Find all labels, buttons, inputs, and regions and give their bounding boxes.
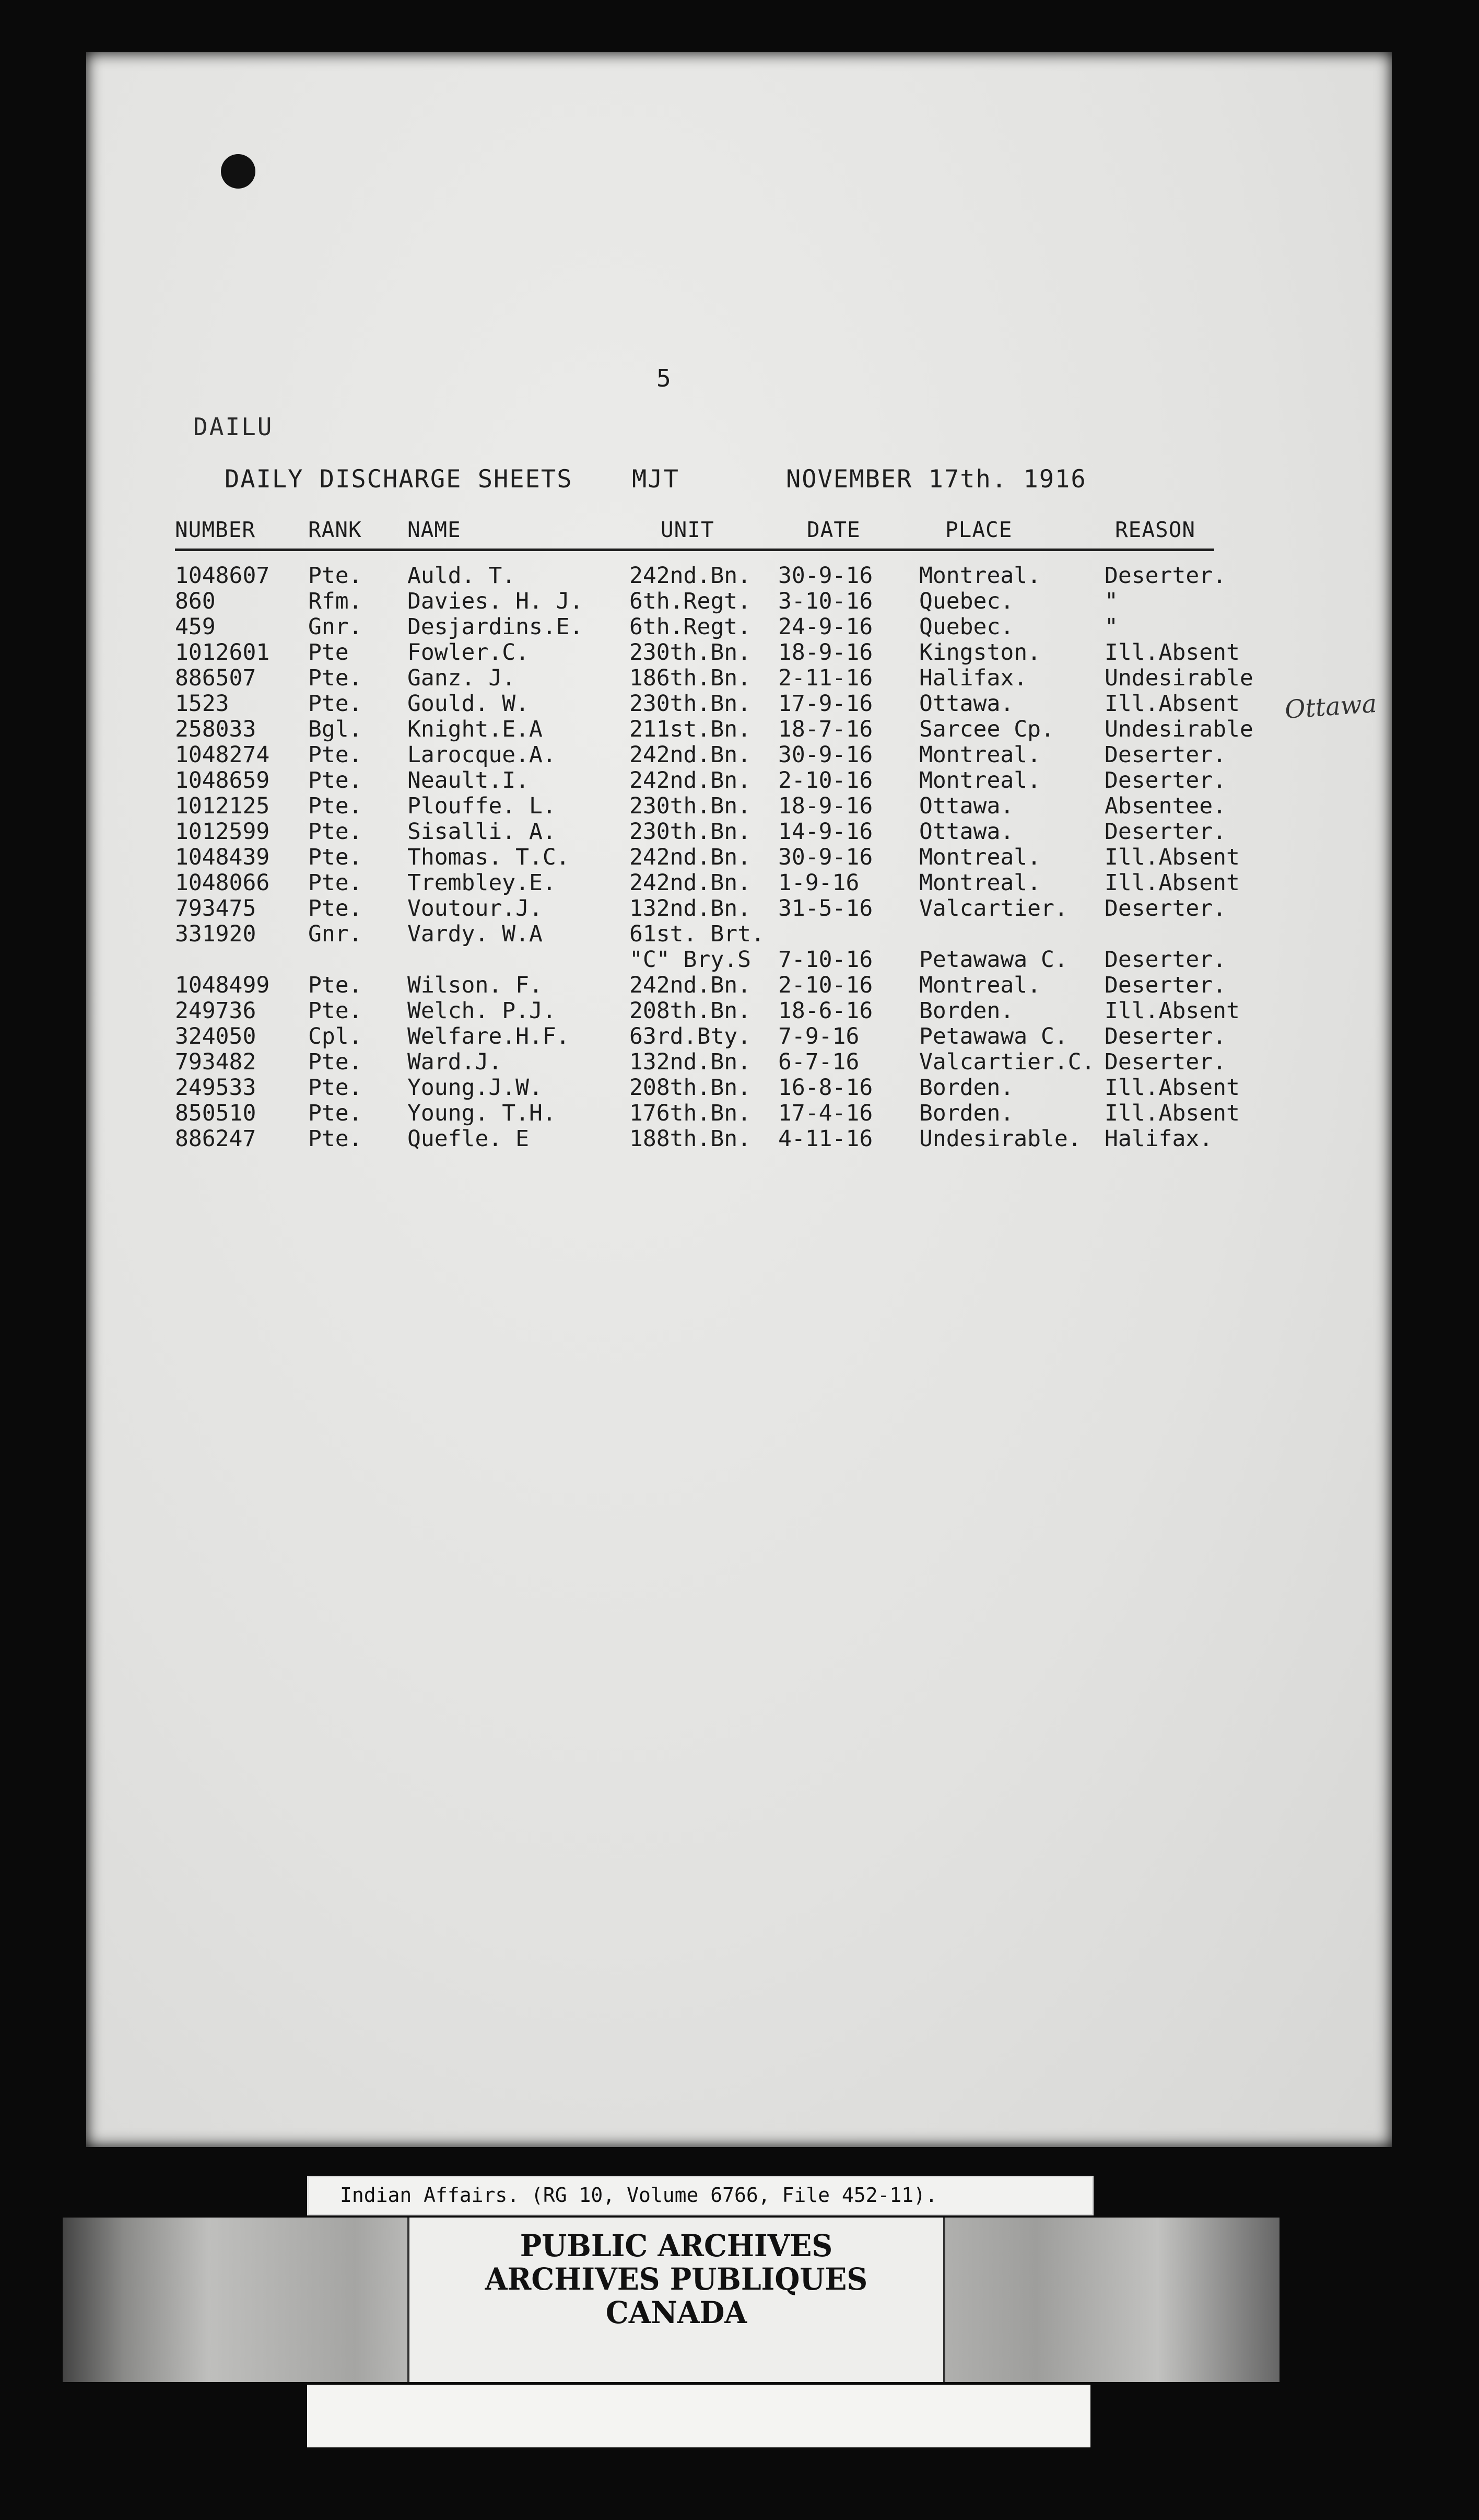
heading-initials: MJT xyxy=(632,465,679,494)
column-header-unit: UNIT xyxy=(661,517,714,542)
cell-place: Sarcee Cp. xyxy=(919,716,1054,742)
cell-date: 30-9-16 xyxy=(778,844,873,870)
cell-date: 18-7-16 xyxy=(778,716,873,742)
cell-unit: 208th.Bn. xyxy=(629,1075,751,1101)
cell-place: Valcartier.C. xyxy=(919,1049,1095,1075)
cell-rank: Pte. xyxy=(308,1126,362,1152)
cell-date: 18-6-16 xyxy=(778,998,873,1024)
cell-name: Thomas. T.C. xyxy=(407,844,570,870)
table-row xyxy=(175,1100,1240,1126)
column-header-date: DATE xyxy=(807,517,861,542)
table-row xyxy=(175,767,1226,794)
cell-place: Montreal. xyxy=(919,844,1041,870)
cell-place: Undesirable. xyxy=(919,1126,1082,1152)
table-row xyxy=(175,691,1240,717)
cell-reason: Ill.Absent xyxy=(1105,870,1240,896)
cell-unit: 6th.Regt. xyxy=(629,614,751,640)
heading-title: DAILY DISCHARGE SHEETS xyxy=(225,465,573,494)
cell-date: 30-9-16 xyxy=(778,742,873,768)
cell-name: Young.J.W. xyxy=(407,1075,543,1101)
cell-reason: Deserter. xyxy=(1105,767,1226,794)
cell-unit: 61st. Brt. xyxy=(629,921,765,947)
cell-rank: Pte. xyxy=(308,691,362,717)
table-row xyxy=(175,665,1253,691)
stamp-line-2: ARCHIVES PUBLIQUES xyxy=(485,2261,868,2297)
table-row xyxy=(175,563,1226,589)
table-row xyxy=(175,742,1226,768)
cell-date: 30-9-16 xyxy=(778,563,873,589)
table-row xyxy=(175,588,1219,614)
cell-date: 24-9-16 xyxy=(778,614,873,640)
cell-name: Plouffe. L. xyxy=(407,793,556,819)
cell-place: Halifax. xyxy=(919,665,1028,691)
cell-rank: Pte. xyxy=(308,1075,362,1101)
cell-name: Sisalli. A. xyxy=(407,819,556,845)
table-row xyxy=(175,998,1240,1024)
cell-place: Borden. xyxy=(919,1075,1014,1101)
cell-unit: 230th.Bn. xyxy=(629,819,751,845)
cell-rank: Pte. xyxy=(308,767,362,794)
cell-place: Montreal. xyxy=(919,767,1041,794)
cell-rank: Pte. xyxy=(308,870,362,896)
cell-reason: Deserter. xyxy=(1105,742,1226,768)
cell-place: Petawawa C. xyxy=(919,1023,1068,1049)
cell-name: Welfare.H.F. xyxy=(407,1023,570,1049)
cell-place: Borden. xyxy=(919,998,1014,1024)
cell-date: 14-9-16 xyxy=(778,819,873,845)
table-row xyxy=(175,614,1219,639)
cell-reason: Ill.Absent xyxy=(1105,1075,1240,1101)
discharge-table xyxy=(175,517,1253,1152)
table-row xyxy=(175,972,1226,998)
handwritten-margin-note: Ottawa xyxy=(1284,689,1378,725)
cell-reason: Undesirable xyxy=(1105,716,1253,742)
cell-number: 1012599 xyxy=(175,819,270,845)
cell-unit: 242nd.Bn. xyxy=(629,563,751,589)
cell-rank: Pte. xyxy=(308,844,362,870)
column-header-place: PLACE xyxy=(945,517,1013,542)
cell-number: 886247 xyxy=(175,1126,256,1152)
cell-number: 860 xyxy=(175,588,216,614)
cell-unit: 230th.Bn. xyxy=(629,793,751,819)
cell-name: Davies. H. J. xyxy=(407,588,583,614)
cell-rank: Pte. xyxy=(308,665,362,691)
cell-place: Petawawa C. xyxy=(919,947,1068,973)
bottom-label-strip xyxy=(307,2385,1090,2447)
heading-date: NOVEMBER 17th. 1916 xyxy=(786,465,1087,494)
cell-rank: Rfm. xyxy=(308,588,362,614)
cell-number: 1012125 xyxy=(175,793,270,819)
cell-unit: 188th.Bn. xyxy=(629,1126,751,1152)
cell-name: Wilson. F. xyxy=(407,972,543,998)
cell-rank: Bgl. xyxy=(308,716,362,742)
cell-reason: Deserter. xyxy=(1105,819,1226,845)
cell-number: 1048066 xyxy=(175,870,270,896)
cell-name: Gould. W. xyxy=(407,691,529,717)
cell-number: 793482 xyxy=(175,1049,256,1075)
cell-reason: Ill.Absent xyxy=(1105,691,1240,717)
table-row xyxy=(175,870,1240,896)
table-body xyxy=(175,551,1253,1152)
cell-unit: 186th.Bn. xyxy=(629,665,751,691)
cell-reason: Deserter. xyxy=(1105,972,1226,998)
cell-date: 3-10-16 xyxy=(778,588,873,614)
cell-reason: Ill.Absent xyxy=(1105,844,1240,870)
cell-rank: Pte. xyxy=(308,742,362,768)
cell-name: Ward.J. xyxy=(407,1049,502,1075)
table-row xyxy=(175,947,1226,973)
cell-number: 1048659 xyxy=(175,767,270,794)
table-header xyxy=(175,517,1214,551)
table-row xyxy=(175,1075,1240,1101)
cell-place: Valcartier. xyxy=(919,895,1068,921)
cell-unit: 63rd.Bty. xyxy=(629,1023,751,1049)
daily-label: DAILU xyxy=(193,413,274,441)
cell-reason: Ill.Absent xyxy=(1105,1100,1240,1126)
cell-rank: Cpl. xyxy=(308,1023,362,1049)
table-row xyxy=(175,639,1240,666)
table-row xyxy=(175,895,1226,921)
cell-date: 17-4-16 xyxy=(778,1100,873,1126)
cell-rank: Pte. xyxy=(308,895,362,921)
cell-rank: Gnr. xyxy=(308,614,362,640)
cell-number: 331920 xyxy=(175,921,256,947)
cell-rank: Pte. xyxy=(308,998,362,1024)
punch-hole xyxy=(221,154,255,189)
cell-date: 16-8-16 xyxy=(778,1075,873,1101)
cell-reason: Deserter. xyxy=(1105,563,1226,589)
document-page xyxy=(86,52,1392,2147)
cell-name: Neault.I. xyxy=(407,767,529,794)
cell-rank: Pte. xyxy=(308,972,362,998)
table-row xyxy=(175,793,1226,819)
cell-rank: Pte. xyxy=(308,1100,362,1126)
cell-unit: 242nd.Bn. xyxy=(629,870,751,896)
cell-number: 1048439 xyxy=(175,844,270,870)
cell-rank: Pte. xyxy=(308,563,362,589)
table-row xyxy=(175,844,1240,870)
cell-unit: 132nd.Bn. xyxy=(629,895,751,921)
cell-date: 7-9-16 xyxy=(778,1023,860,1049)
cell-number: 249533 xyxy=(175,1075,256,1101)
stamp-line-3: CANADA xyxy=(605,2295,747,2330)
cell-date: 17-9-16 xyxy=(778,691,873,717)
cell-name: Fowler.C. xyxy=(407,639,529,666)
column-header-number: NUMBER xyxy=(175,517,256,542)
archive-reference-text: Indian Affairs. (RG 10, Volume 6766, File 452-11). xyxy=(340,2184,937,2207)
cell-unit: 176th.Bn. xyxy=(629,1100,751,1126)
cell-date: 1-9-16 xyxy=(778,870,860,896)
cell-place: Quebec. xyxy=(919,588,1014,614)
archive-reference-label xyxy=(307,2176,1094,2215)
cell-place: Quebec. xyxy=(919,614,1014,640)
cell-number: 249736 xyxy=(175,998,256,1024)
cell-number: 1523 xyxy=(175,691,229,717)
cell-unit: 242nd.Bn. xyxy=(629,767,751,794)
cell-name: Auld. T. xyxy=(407,563,516,589)
cell-place: Ottawa. xyxy=(919,793,1014,819)
cell-date: 7-10-16 xyxy=(778,947,873,973)
cell-reason: " xyxy=(1105,588,1118,614)
cell-date: 2-11-16 xyxy=(778,665,873,691)
cell-unit: 211st.Bn. xyxy=(629,716,751,742)
cell-date: 18-9-16 xyxy=(778,793,873,819)
cell-unit: "C" Bry.S xyxy=(629,947,751,973)
cell-number: 886507 xyxy=(175,665,256,691)
cell-rank: Pte. xyxy=(308,793,362,819)
cell-number: 1012601 xyxy=(175,639,270,666)
cell-place: Montreal. xyxy=(919,742,1041,768)
page-number: 5 xyxy=(656,364,671,392)
cell-date: 2-10-16 xyxy=(778,767,873,794)
table-row xyxy=(175,1023,1226,1049)
table-row xyxy=(175,1049,1226,1075)
cell-date: 18-9-16 xyxy=(778,639,873,666)
cell-unit: 6th.Regt. xyxy=(629,588,751,614)
cell-reason: Ill.Absent xyxy=(1105,639,1240,666)
cell-rank: Pte. xyxy=(308,1049,362,1075)
cell-name: Trembley.E. xyxy=(407,870,556,896)
cell-number: 324050 xyxy=(175,1023,256,1049)
cell-rank: Pte. xyxy=(308,819,362,845)
cell-date: 2-10-16 xyxy=(778,972,873,998)
cell-reason: Deserter. xyxy=(1105,947,1226,973)
cell-rank: Pte xyxy=(308,639,349,666)
cell-date: 31-5-16 xyxy=(778,895,873,921)
cell-unit: 230th.Bn. xyxy=(629,691,751,717)
cell-name: Larocque.A. xyxy=(407,742,556,768)
cell-number: 1048499 xyxy=(175,972,270,998)
cell-rank: Gnr. xyxy=(308,921,362,947)
cell-place: Montreal. xyxy=(919,972,1041,998)
column-header-name: NAME xyxy=(407,517,461,542)
column-header-reason: REASON xyxy=(1115,517,1196,542)
cell-number: 1048274 xyxy=(175,742,270,768)
cell-name: Knight.E.A xyxy=(407,716,543,742)
cell-name: Young. T.H. xyxy=(407,1100,556,1126)
table-row xyxy=(175,716,1253,742)
cell-reason: Ill.Absent xyxy=(1105,998,1240,1024)
cell-reason: Absentee. xyxy=(1105,793,1226,819)
stamp-line-1: PUBLIC ARCHIVES xyxy=(520,2228,833,2264)
column-header-rank: RANK xyxy=(308,517,362,542)
archive-stamp-band xyxy=(63,2218,1280,2382)
cell-number: 793475 xyxy=(175,895,256,921)
cell-unit: 230th.Bn. xyxy=(629,639,751,666)
cell-place: Borden. xyxy=(919,1100,1014,1126)
cell-unit: 242nd.Bn. xyxy=(629,972,751,998)
cell-number: 850510 xyxy=(175,1100,256,1126)
cell-reason: " xyxy=(1105,614,1118,640)
cell-number: 258033 xyxy=(175,716,256,742)
cell-name: Ganz. J. xyxy=(407,665,516,691)
cell-unit: 242nd.Bn. xyxy=(629,844,751,870)
cell-name: Welch. P.J. xyxy=(407,998,556,1024)
cell-reason: Undesirable xyxy=(1105,665,1253,691)
cell-date: 4-11-16 xyxy=(778,1126,873,1152)
table-row xyxy=(175,921,1219,947)
cell-reason: Halifax. xyxy=(1105,1126,1213,1152)
cell-name: Vardy. W.A xyxy=(407,921,543,947)
cell-reason: Deserter. xyxy=(1105,895,1226,921)
cell-name: Desjardins.E. xyxy=(407,614,583,640)
cell-place: Ottawa. xyxy=(919,691,1014,717)
cell-place: Montreal. xyxy=(919,563,1041,589)
cell-unit: 132nd.Bn. xyxy=(629,1049,751,1075)
table-row xyxy=(175,819,1226,845)
archive-stamp xyxy=(407,2218,945,2382)
cell-place: Kingston. xyxy=(919,639,1041,666)
table-row xyxy=(175,1126,1219,1151)
cell-number: 1048607 xyxy=(175,563,270,589)
cell-name: Voutour.J. xyxy=(407,895,543,921)
cell-name: Quefle. E xyxy=(407,1126,529,1152)
cell-date: 6-7-16 xyxy=(778,1049,860,1075)
cell-number: 459 xyxy=(175,614,216,640)
cell-place: Ottawa. xyxy=(919,819,1014,845)
cell-reason: Deserter. xyxy=(1105,1049,1226,1075)
cell-reason: Deserter. xyxy=(1105,1023,1226,1049)
cell-unit: 208th.Bn. xyxy=(629,998,751,1024)
cell-place: Montreal. xyxy=(919,870,1041,896)
cell-unit: 242nd.Bn. xyxy=(629,742,751,768)
